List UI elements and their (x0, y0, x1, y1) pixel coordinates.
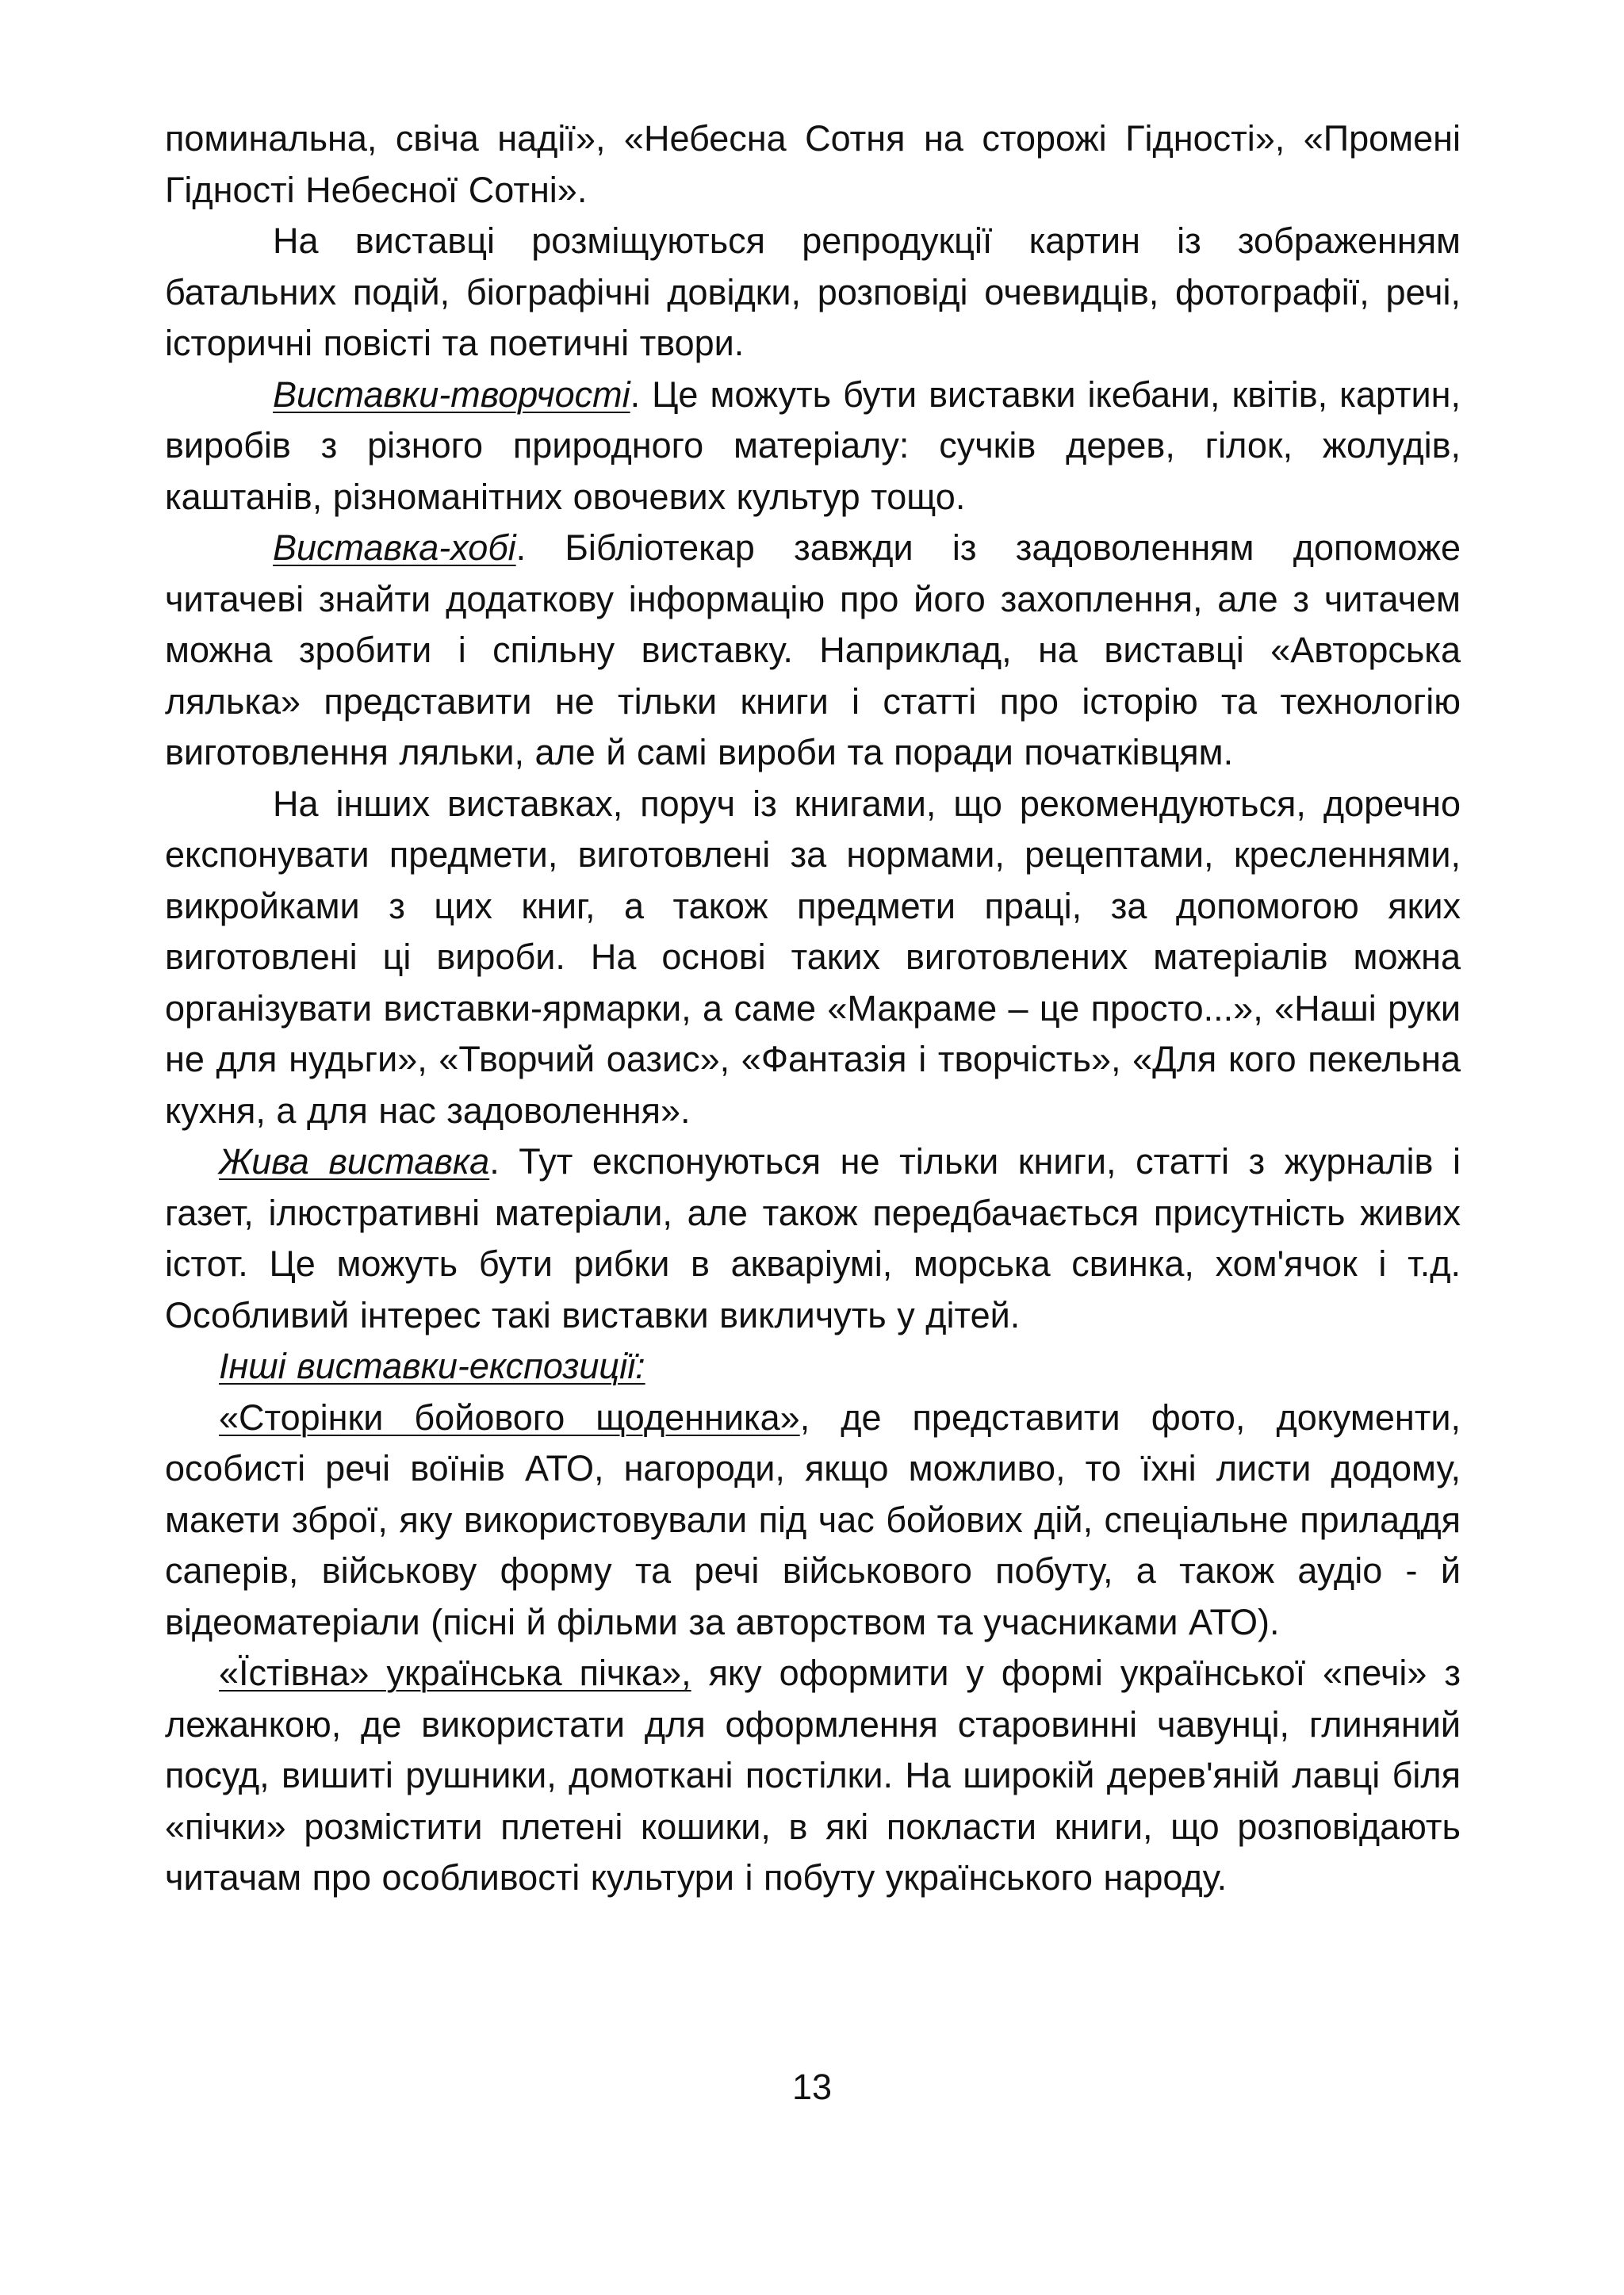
paragraph-text: . Це можуть бути виставки ікебани, квітів, картин, виробів з різного природного матеріалу: сучків дерев, гілок, жолудів, каштанів, різноманітних овочевих культур тощо. (165, 374, 1461, 517)
paragraph-text: яку оформити у формі української «печі» з лежанкою, де використати для оформлення старовинні чавунці, глиняний посуд, вишиті рушники, домоткані постілки. На широкій дерев'яній лавці біля «пічки» розмістити плетені кошики, в які покласти книги, що розповідають читачам про особливості культури і побуту українського народу. (165, 1653, 1461, 1898)
paragraph-combat-diary (165, 1393, 1461, 1649)
paragraph-text: На виставці розміщуються репродукції картин із зображенням батальних подій, біографічні довідки, розповіді очевидців, фотографії, речі, історичні повісті та поетичні твори. (165, 220, 1461, 363)
page-number: 13 (791, 2067, 833, 2107)
term-hobby-exhibition: Виставка-хобі (273, 527, 516, 568)
paragraph-live-exhibition (165, 1136, 1461, 1341)
paragraph-hobby-exhibition (165, 523, 1461, 779)
paragraph-creativity-exhibitions (165, 370, 1461, 523)
term-creativity-exhibitions: Виставки-творчості (273, 374, 630, 415)
paragraph-text: , де представити фото, документи, особисті речі воїнів АТО, нагороди, якщо можливо, то їхні листи додому, макети зброї, яку використовували під час бойових дій, спеціальне приладдя саперів, військову форму та речі військового побуту, а також аудіо - й відеоматеріали (пісні й фільми за авторством та учасниками АТО). (165, 1397, 1461, 1642)
paragraph-edible-stove (165, 1648, 1461, 1904)
term-other-expositions: Інші виставки-експозиції: (219, 1346, 645, 1386)
term-live-exhibition: Жива виставка (219, 1141, 490, 1182)
paragraph-exhibit-contents (165, 216, 1461, 370)
title-edible-stove: «Їстівна» українська пічка», (219, 1653, 691, 1693)
paragraph-other-expositions-heading (165, 1341, 1461, 1393)
title-combat-diary: «Сторінки бойового щоденника» (219, 1397, 800, 1438)
paragraph-memorial-titles (165, 113, 1461, 216)
paragraph-other-exhibitions (165, 779, 1461, 1137)
paragraph-text: . Тут експонуються не тільки книги, статті з журналів і газет, ілюстративні матеріали, але також передбачається присутність живих істот. Це можуть бути рибки в акваріумі, морська свинка, хом'ячок і т.д. Особливий інтерес такі виставки викличуть у дітей. (165, 1141, 1461, 1335)
paragraph-text: поминальна, свіча надії», «Небесна Сотня на сторожі Гідності», «Промені Гідності Небесної Сотні». (165, 118, 1461, 210)
paragraph-text: На інших виставках, поруч із книгами, що рекомендуються, доречно експонувати предмети, виготовлені за нормами, рецептами, кресленнями, викройками з цих книг, а також предмети праці, за допомогою яких виготовлені ці вироби. На основі таких виготовлених матеріалів можна організувати виставки-ярмарки, а саме «Макраме – це просто...», «Наші руки не для нудьги», «Творчий оазис», «Фантазія і творчість», «Для кого пекельна кухня, а для нас задоволення». (165, 783, 1461, 1131)
paragraph-text: . Бібліотекар завжди із задоволенням допоможе читачеві знайти додаткову інформацію про його захоплення, але з читачем можна зробити і спільну виставку. Наприклад, на виставці «Авторська лялька» представити не тільки книги і статті про історію та технологію виготовлення ляльки, але й самі вироби та поради початківцям. (165, 527, 1461, 772)
body-text (165, 113, 1461, 1904)
